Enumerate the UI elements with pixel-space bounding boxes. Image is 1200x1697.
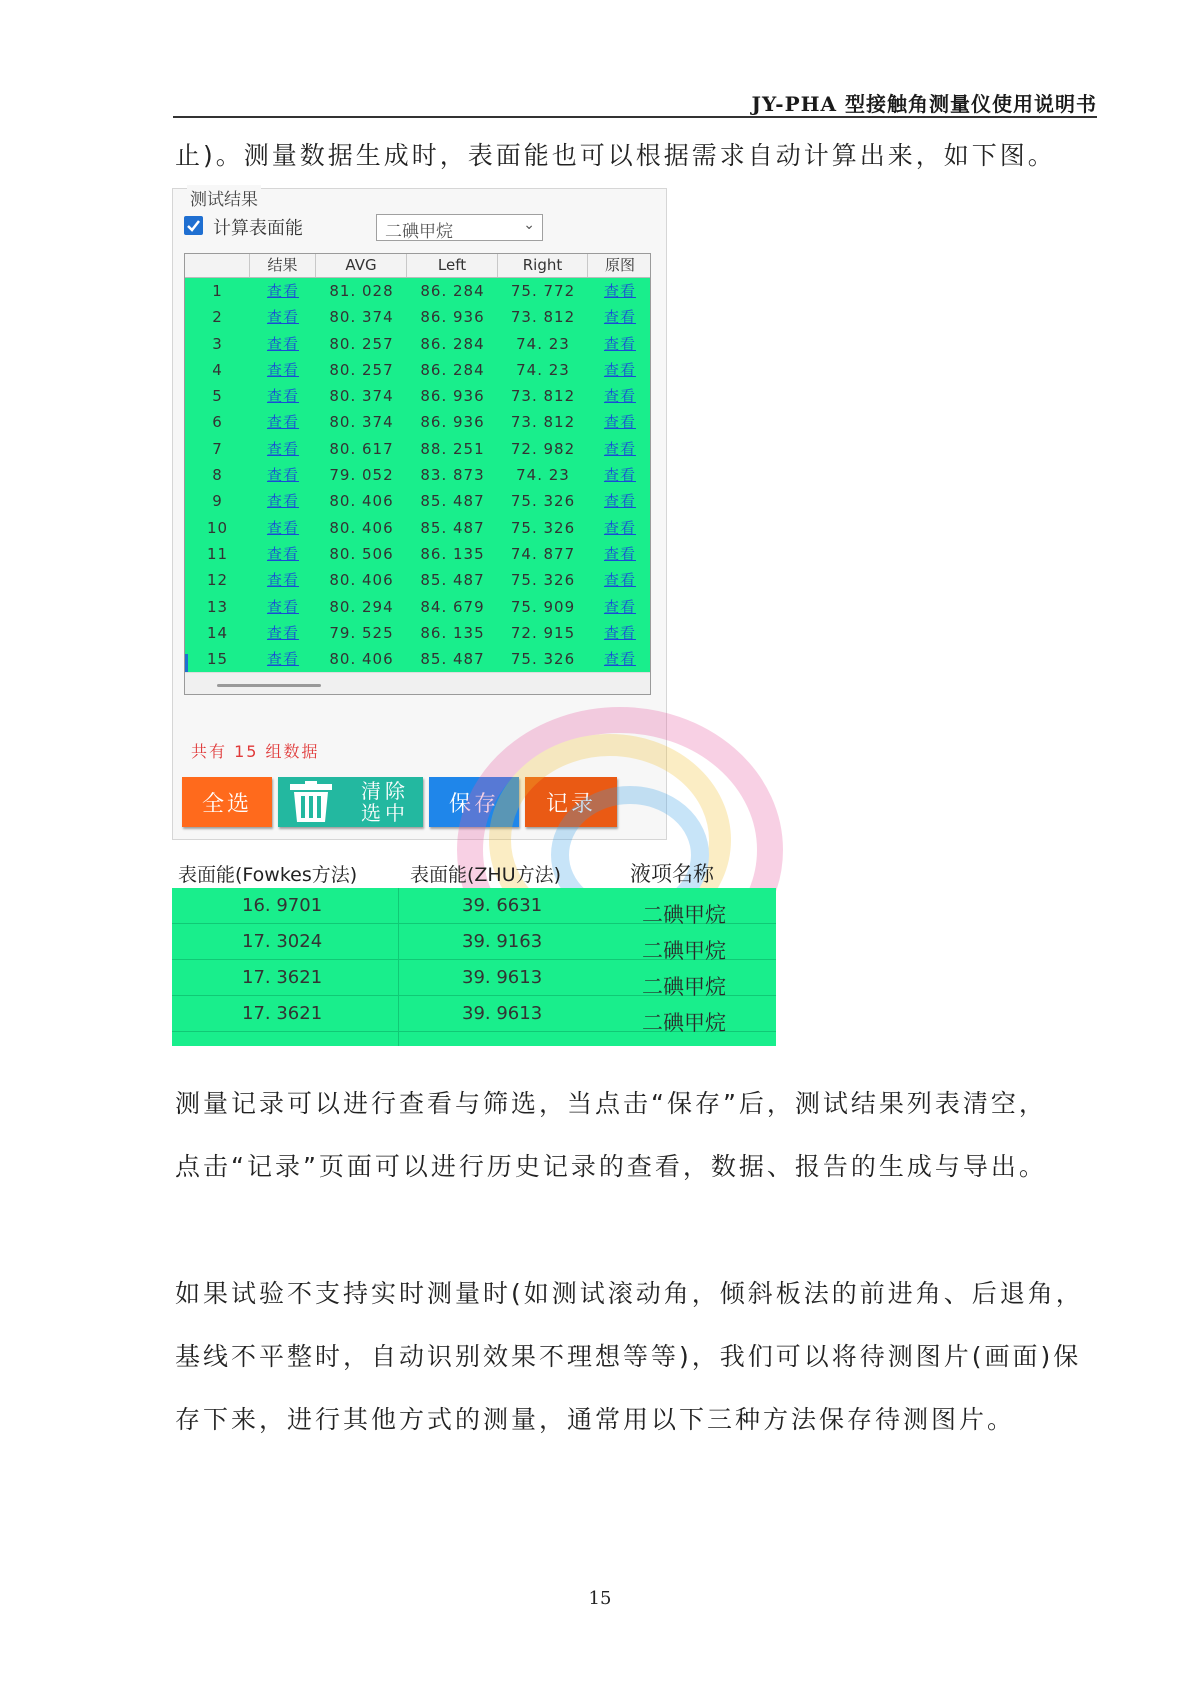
avg-value-cell (316, 278, 407, 304)
left-value: 86. 135 (420, 623, 485, 642)
right-value-cell (498, 278, 588, 304)
view-result-link-cell (250, 331, 316, 357)
table-row (172, 924, 776, 963)
view-original-link[interactable]: 查看 (603, 544, 636, 563)
right-value-cell (498, 567, 588, 593)
scrollbar-thumb[interactable] (217, 684, 321, 687)
table-row[interactable] (185, 357, 651, 383)
view-result-link-cell (250, 567, 316, 593)
left-value: 84. 679 (420, 597, 485, 616)
table-row (172, 888, 776, 927)
row-index-cell (185, 331, 250, 357)
left-value-cell (407, 436, 498, 462)
row-index-cell (185, 383, 250, 409)
results-grid-body (185, 278, 651, 672)
right-value-cell (498, 620, 588, 646)
row-index: 3 (212, 334, 223, 353)
zhu-value: 39. 6631 (462, 895, 543, 916)
right-value-cell (498, 383, 588, 409)
row-index: 14 (206, 623, 229, 642)
page-number: 15 (588, 1588, 612, 1609)
view-original-link[interactable]: 查看 (603, 597, 636, 616)
view-result-link[interactable]: 查看 (266, 282, 299, 300)
right-value: 74. 23 (516, 466, 570, 485)
row-index: 9 (212, 492, 223, 511)
view-result-link-cell (250, 357, 316, 383)
table-row[interactable] (185, 409, 651, 435)
document-title: JY-PHA 型接触角测量仪使用说明书 (751, 92, 1097, 116)
left-value: 85. 487 (420, 571, 485, 590)
view-original-link-cell (588, 488, 651, 514)
intro-paragraph: 止)。测量数据生成时，表面能也可以根据需求自动计算出来，如下图。 (175, 141, 1056, 170)
view-original-link[interactable]: 查看 (603, 623, 636, 642)
avg-value: 80. 294 (329, 597, 394, 616)
right-value: 75. 326 (510, 650, 576, 669)
view-result-link-cell (250, 646, 316, 672)
view-original-link-cell (588, 567, 651, 593)
avg-value: 80. 374 (329, 413, 394, 432)
left-value-cell (407, 331, 498, 357)
calc-surface-energy-checkbox[interactable] (184, 216, 203, 235)
row-index: 11 (206, 544, 229, 563)
clear-selected-label-line2: 选中 (361, 801, 409, 825)
left-value: 86. 284 (420, 334, 485, 353)
view-original-link-cell (588, 436, 651, 462)
select-all-button[interactable]: 全选 (182, 777, 272, 827)
avg-value: 80. 406 (329, 518, 394, 537)
left-value: 86. 135 (420, 544, 485, 563)
table-row[interactable] (185, 646, 651, 672)
view-original-link-cell (588, 304, 651, 330)
liquid-name: 二碘甲烷 (642, 1011, 726, 1035)
current-row-marker (185, 654, 188, 672)
view-original-link-cell (588, 646, 651, 672)
avg-value: 79. 525 (329, 623, 394, 642)
paragraph-3-line-1: 如果试验不支持实时测量时(如测试滚动角，倾斜板法的前进角、后退角， (175, 1279, 1084, 1308)
avg-value: 80. 506 (329, 544, 394, 563)
left-value: 86. 936 (420, 413, 485, 432)
avg-value-cell (316, 409, 407, 435)
surface-energy-table (172, 888, 776, 1046)
row-index-cell (185, 409, 250, 435)
liquid-name: 二碘甲烷 (642, 903, 726, 927)
row-index-cell (185, 462, 250, 488)
row-index-cell (185, 357, 250, 383)
table-row[interactable] (185, 331, 651, 357)
left-value: 86. 936 (420, 387, 485, 406)
row-index: 8 (212, 466, 223, 485)
left-value-cell (407, 278, 498, 304)
view-result-link[interactable]: 查看 (266, 439, 299, 458)
left-value-cell (407, 304, 498, 330)
row-index: 13 (206, 597, 229, 616)
view-original-link[interactable]: 查看 (603, 334, 636, 353)
view-result-link-cell (250, 515, 316, 541)
view-result-link[interactable]: 查看 (266, 571, 299, 590)
row-index-cell (185, 541, 250, 567)
left-value-cell (407, 357, 498, 383)
paragraph-3-line-3: 存下来，进行其他方式的测量，通常用以下三种方法保存待测图片。 (175, 1405, 1016, 1434)
panel-group-title: 测试结果 (187, 185, 261, 210)
fowkes-value: 17. 3024 (242, 931, 323, 952)
avg-value: 81. 028 (329, 282, 394, 300)
se-header-liquid: 液项名称 (630, 862, 714, 886)
avg-value: 80. 406 (329, 650, 394, 669)
right-value-cell (498, 541, 588, 567)
view-original-link-cell (588, 541, 651, 567)
avg-value: 80. 406 (329, 571, 394, 590)
column-header-result[interactable]: 结果 (250, 254, 316, 277)
row-index: 1 (212, 282, 223, 300)
column-header-original[interactable]: 原图 (604, 256, 635, 274)
avg-value-cell (316, 357, 407, 383)
save-button[interactable]: 保存 (429, 777, 519, 827)
view-original-link[interactable]: 查看 (603, 413, 636, 432)
view-result-link[interactable]: 查看 (266, 544, 299, 563)
liquid-name: 二碘甲烷 (642, 939, 726, 963)
trash-icon (286, 781, 336, 823)
view-result-link[interactable]: 查看 (266, 518, 299, 537)
view-result-link-cell (250, 436, 316, 462)
view-original-link-cell (588, 594, 651, 620)
clear-selected-label-line1: 清除 (361, 779, 409, 803)
left-value: 83. 873 (420, 466, 485, 485)
row-index-cell (185, 515, 250, 541)
row-index-cell (185, 567, 250, 593)
view-result-link[interactable]: 查看 (266, 334, 299, 353)
view-original-link-cell (588, 409, 651, 435)
view-result-link[interactable]: 查看 (266, 492, 299, 511)
view-result-link-cell (250, 620, 316, 646)
row-index: 12 (206, 571, 229, 590)
table-row[interactable] (185, 436, 651, 462)
se-header-zhu: 表面能(ZHU方法) (410, 864, 562, 886)
view-result-link[interactable]: 查看 (266, 597, 299, 616)
view-original-link-cell (588, 383, 651, 409)
row-index: 6 (212, 413, 223, 432)
view-result-link-cell (250, 278, 316, 304)
right-value: 74. 23 (516, 334, 570, 353)
right-value-cell (498, 357, 588, 383)
left-value-cell (407, 620, 498, 646)
row-index-cell (185, 278, 250, 304)
right-value: 72. 982 (510, 439, 576, 458)
row-index: 15 (206, 650, 229, 669)
view-original-link-cell (588, 278, 651, 304)
column-header-avg[interactable]: AVG (316, 254, 407, 277)
avg-value: 80. 406 (329, 492, 394, 511)
avg-value: 79. 052 (329, 466, 394, 485)
horizontal-scrollbar[interactable] (185, 672, 651, 695)
view-original-link[interactable]: 查看 (603, 387, 636, 406)
avg-value-cell (316, 331, 407, 357)
left-value: 85. 487 (420, 518, 485, 537)
view-original-link[interactable]: 查看 (603, 650, 636, 669)
right-value-cell (498, 594, 588, 620)
avg-value-cell (316, 620, 407, 646)
chevron-down-icon: ⌄ (523, 217, 535, 233)
view-result-link-cell (250, 462, 316, 488)
left-value-cell (407, 383, 498, 409)
right-value: 72. 915 (510, 623, 576, 642)
view-original-link[interactable]: 查看 (603, 466, 636, 485)
view-original-link[interactable]: 查看 (603, 360, 636, 379)
column-header-right[interactable]: Right (498, 254, 588, 277)
view-result-link-cell (250, 594, 316, 620)
column-header-index (185, 254, 250, 277)
row-index: 5 (212, 387, 223, 406)
row-index-cell (185, 620, 250, 646)
left-value-cell (407, 646, 498, 672)
right-value-cell (498, 462, 588, 488)
view-result-link-cell (250, 541, 316, 567)
row-index: 7 (212, 439, 223, 458)
calc-surface-energy-label: 计算表面能 (213, 218, 303, 239)
table-row[interactable] (185, 515, 651, 541)
view-result-link[interactable]: 查看 (266, 413, 299, 432)
left-value-cell (407, 567, 498, 593)
right-value: 73. 812 (510, 413, 576, 432)
column-header-left[interactable]: Left (407, 254, 498, 277)
view-result-link[interactable]: 查看 (266, 387, 299, 406)
table-row (172, 960, 776, 999)
view-original-link-cell (588, 357, 651, 383)
row-index-cell (185, 594, 250, 620)
avg-value-cell (316, 304, 407, 330)
view-original-link-cell (588, 620, 651, 646)
view-result-link[interactable]: 查看 (266, 623, 299, 642)
left-value-cell (407, 462, 498, 488)
view-original-link[interactable]: 查看 (603, 308, 636, 327)
fowkes-value: 17. 3621 (242, 967, 323, 988)
right-value: 75. 326 (510, 571, 576, 590)
results-grid (184, 253, 651, 695)
right-value: 74. 23 (516, 360, 570, 379)
table-row[interactable] (185, 278, 651, 304)
liquid-select-value: 二碘甲烷 (385, 222, 453, 242)
right-value: 73. 812 (510, 308, 576, 327)
avg-value-cell (316, 383, 407, 409)
table-row[interactable] (185, 488, 651, 514)
zhu-value: 39. 9613 (462, 1003, 543, 1024)
left-value-cell (407, 515, 498, 541)
right-value: 75. 772 (510, 282, 576, 300)
paragraph-2-line-1: 测量记录可以进行查看与筛选，当点击“保存”后，测试结果列表清空， (175, 1089, 1047, 1118)
zhu-value: 39. 9163 (462, 931, 543, 952)
left-value: 85. 487 (420, 650, 485, 669)
view-original-link[interactable]: 查看 (603, 282, 636, 300)
table-row[interactable] (185, 594, 651, 620)
avg-value: 80. 257 (329, 360, 394, 379)
row-index-cell (185, 304, 250, 330)
avg-value: 80. 617 (329, 439, 394, 458)
right-value-cell (498, 515, 588, 541)
right-value: 75. 909 (510, 597, 576, 616)
paragraph-2-line-2: 点击“记录”页面可以进行历史记录的查看，数据、报告的生成与导出。 (175, 1152, 1047, 1181)
right-value: 75. 326 (510, 518, 576, 537)
avg-value-cell (316, 488, 407, 514)
right-value-cell (498, 436, 588, 462)
avg-value-cell (316, 646, 407, 672)
view-original-link[interactable]: 查看 (603, 439, 636, 458)
view-original-link[interactable]: 查看 (603, 492, 636, 511)
liquid-select[interactable] (376, 214, 543, 241)
checkmark-icon (184, 216, 203, 235)
right-value: 73. 812 (510, 387, 576, 406)
results-grid-header (185, 254, 651, 278)
avg-value: 80. 374 (329, 308, 394, 327)
left-value: 86. 284 (420, 360, 485, 379)
view-original-link[interactable]: 查看 (603, 571, 636, 590)
right-value-cell (498, 331, 588, 357)
view-result-link[interactable]: 查看 (266, 650, 299, 669)
row-index: 2 (212, 308, 223, 327)
left-value: 86. 936 (420, 308, 485, 327)
left-value-cell (407, 541, 498, 567)
view-result-link-cell (250, 488, 316, 514)
avg-value: 80. 257 (329, 334, 394, 353)
left-value-cell (407, 488, 498, 514)
left-value-cell (407, 594, 498, 620)
right-value-cell (498, 488, 588, 514)
fowkes-value: 16. 9701 (242, 895, 323, 916)
view-original-link-cell (588, 515, 651, 541)
view-result-link[interactable]: 查看 (266, 466, 299, 485)
table-row[interactable] (185, 567, 651, 593)
view-result-link-cell (250, 304, 316, 330)
view-original-link-cell (588, 462, 651, 488)
row-index: 10 (206, 518, 229, 537)
right-value: 74. 877 (510, 544, 576, 563)
avg-value-cell (316, 462, 407, 488)
left-value: 86. 284 (420, 282, 485, 300)
left-value: 88. 251 (420, 439, 485, 458)
table-row[interactable] (185, 383, 651, 409)
view-result-link[interactable]: 查看 (266, 360, 299, 379)
avg-value: 80. 374 (329, 387, 394, 406)
row-index: 4 (212, 360, 223, 379)
right-value: 75. 326 (510, 492, 576, 511)
avg-value-cell (316, 436, 407, 462)
fowkes-value: 17. 3621 (242, 1003, 323, 1024)
row-index-cell (185, 646, 250, 672)
se-header-fowkes: 表面能(Fowkes方法) (178, 864, 358, 886)
view-original-link-cell (588, 331, 651, 357)
right-value-cell (498, 304, 588, 330)
record-button[interactable]: 记录 (525, 777, 617, 827)
avg-value-cell (316, 541, 407, 567)
test-result-panel (172, 188, 667, 840)
view-original-link[interactable]: 查看 (603, 518, 636, 537)
row-index-cell (185, 488, 250, 514)
zhu-value: 39. 9613 (462, 967, 543, 988)
view-result-link-cell (250, 409, 316, 435)
avg-value-cell (316, 567, 407, 593)
page-header (173, 86, 1097, 118)
right-value-cell (498, 409, 588, 435)
avg-value-cell (316, 594, 407, 620)
right-value-cell (498, 646, 588, 672)
view-result-link-cell (250, 383, 316, 409)
table-row[interactable] (185, 304, 651, 330)
table-row[interactable] (185, 541, 651, 567)
table-row[interactable] (185, 620, 651, 646)
table-row (172, 996, 776, 1035)
paragraph-3-line-2: 基线不平整时，自动识别效果不理想等等)，我们可以将待测图片(画面)保 (175, 1342, 1082, 1371)
record-count: 共有 15 组数据 (191, 742, 320, 761)
view-result-link[interactable]: 查看 (266, 308, 299, 327)
left-value: 85. 487 (420, 492, 485, 511)
table-row[interactable] (185, 462, 651, 488)
left-value-cell (407, 409, 498, 435)
liquid-name: 二碘甲烷 (642, 975, 726, 999)
clear-selected-button[interactable] (278, 777, 423, 827)
row-index-cell (185, 436, 250, 462)
avg-value-cell (316, 515, 407, 541)
